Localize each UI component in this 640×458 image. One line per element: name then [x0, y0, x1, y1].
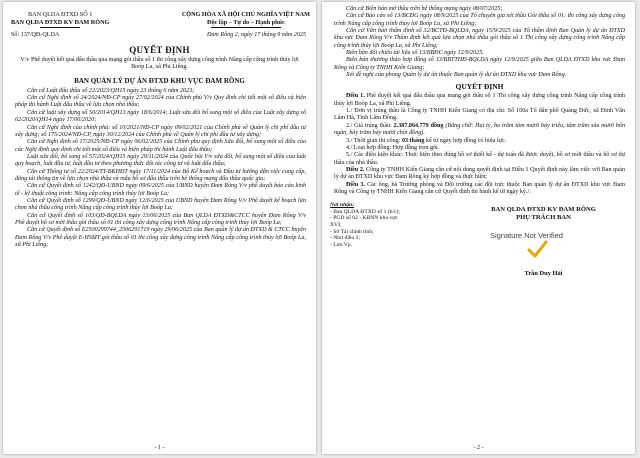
agency-line-1: BAN QLDA ĐTXD SỐ 1 — [28, 11, 93, 18]
item-4: 4./ Loại hợp đồng: Hợp đồng trọn gói. — [346, 144, 440, 151]
doc-title: QUYẾT ĐỊNH — [129, 45, 190, 56]
article-3-text: Các ông, bà Trưởng phòng và Đội trưởng các đội trực thuộc Ban quản lý dự án ĐTXD khu vực Đam Rông và Công ty TNHH Kiến Giang căn cứ Quyết định thi hành kể từ ngày ký./. — [334, 181, 625, 195]
paragraph: Căn cứ Quyết định số E2500299744_2506291719 ngày 29/06/2025 của Ban quản lý dự án ĐTXD & CTCC huyện Đam Rông V/v Phê duyệt E-HSMT gói thầu số 01 thi công xây dựng công trình Nâng cấp công trình thủy lợi Boóp La, xã Phi Liêng; — [15, 227, 306, 248]
paragraph: Luật sửa đổi, bổ sung số 57/2024/QH15 ngày 29/11/2024 của Quốc hội V/v sửa đổi, bổ sung một số điều của luật quy hoạch, luật đầu tư, luật đầu tư theo phương thức đối tác công tư và luật đấu thầu; — [15, 153, 306, 168]
digital-signature — [460, 228, 627, 282]
page-number: - 1 - — [154, 445, 165, 451]
paragraph: Căn cứ Văn bản thẩm định số 32/BCTĐ-BQLDA, ngày 15/9/2025 của Tổ thẩm định Ban Quản lý dự án ĐTXD khu vực Đam Rông V/v Thẩm định kết quả lựa chọn nhà thầu gói thầu số 1 Thi công xây dựng công trình Nâng cấp công trình thủy lợi Boóp La, xã Phi Liêng; — [334, 28, 625, 49]
nation-line-2: Độc lập – Tự do – Hạnh phúc — [207, 18, 285, 26]
item-2-words: (Bằng chữ: Hai tỷ, ba trăm tám mươi bảy triệu, tám trăm sáu mươi bốn ngàn, bảy trăm bảy mươi chín đồng). — [334, 122, 625, 137]
paragraph: Căn cứ Báo cáo số 13/BCĐG ngày 08/9/2025 của Tổ chuyên gia xét thầu Gói thầu số 01: thi công xây dựng công trình Nâng cấp công trình thủy lợi Boóp La, xã Phi Liêng; — [334, 13, 625, 27]
nation-block — [182, 11, 310, 28]
item-3-prefix: 3./ Thời gian thi công: — [346, 137, 401, 144]
recipient: - Như điều 3; — [330, 235, 360, 242]
item-2 — [334, 123, 625, 138]
article-1 — [334, 93, 625, 108]
nation-line-1: CỘNG HÒA XÃ HỘI CHỦ NGHĨA VIỆT NAM — [181, 11, 310, 18]
item-3-suffix: kể từ ngày hợp đồng có hiệu lực. — [426, 137, 507, 144]
item-2-amount: 2.387.864.779 đồng — [393, 122, 444, 129]
signer-org: BAN QLDA ĐTXD KV ĐAM RÔNG — [491, 206, 596, 214]
recipient: - Ban QLDA ĐTXD số 1 (b/c); — [330, 208, 400, 215]
paragraph: Biên bản thương thảo hợp đồng số 13/BBTTHĐ-BQLDA ngày 12/9/2025 giữa Ban QLDA ĐTXD khu vực Đam Rông và Công ty TNHH Kiến Giang; — [334, 57, 625, 71]
place-date: Đam Rông 2, ngày 17 tháng 9 năm 2025 — [206, 32, 306, 39]
paragraph: Căn cứ Quyết định số 1299/QĐ-UBND ngày 12/6/2025 của UBND huyện Đam Rông V/v Phê duyệt kế hoạch lựa chọn nhà thầu công trình Nâng cấp công trình thủy lợi Boóp La; — [15, 197, 306, 212]
paragraph: Căn cứ luật xây dựng số 50/2014/QH13 ngày 18/6/2014; Luật sửa đổi bổ sung một số điều của Luật xây dựng số 62/2020/QH14 ngày 17/06/2020; — [15, 109, 306, 124]
article-1-text: Phê duyệt kết quả đấu thầu qua mạng gói thầu số 1 Thi công xây dựng công trình Nâng cấp công trình thủy lợi Boóp La, xã Phi Liêng. — [334, 93, 626, 107]
article-2 — [334, 167, 625, 182]
page2-body — [322, 2, 635, 196]
paragraph: Căn cứ Thông tư số 22/2024/TT-BKHĐT ngày 17/11/2024 của Bộ Kế hoạch và Đầu tư hướng dẫn việc cung cấp, đăng tải thông tin về lựa chọn nhà thầu và mẫu hồ sơ đấu thầu trên hệ thống mạng đấu thầu quốc gia; — [15, 168, 306, 182]
number-date-row — [3, 28, 316, 38]
paragraph: Xét đề nghị của phòng Quản lý dự án thuộc Ban quản lý dự án ĐTXD khu vực Đam Rông. — [346, 72, 567, 79]
legal-basis-list — [3, 88, 316, 250]
article-3-label: Điều 3. — [346, 181, 365, 188]
paragraph: Căn cứ Nghị định của chính phủ: số 10/2021/NĐ-CP ngày 09/02/2021 của Chính phủ về Quản lý chi phí đầu tư xây dựng; số 175/2024/NĐ-CP, ngày 30/12/2024 của Chính phủ về Quản lý chi phí đầu tư xây dựng; — [15, 124, 306, 138]
item-5: 5./ Các điều kiện khác: Thực hiện theo đúng hồ sơ thiết kế - dự toán đã được duyệt, hồ sơ mời thầu và hồ sơ dự thầu của nhà thầu. — [334, 152, 625, 166]
recipients-block — [330, 202, 460, 282]
divider — [40, 27, 80, 28]
decision-heading: QUYẾT ĐỊNH — [455, 82, 504, 92]
recipient: XVI; — [330, 222, 342, 229]
header — [3, 2, 316, 28]
article-3 — [334, 182, 625, 197]
paragraph: Biên bản đối chiếu tài liệu số 13/BBĐC ngày 12/9/2025. — [346, 50, 484, 57]
paragraph: Căn cứ Luật đấu thầu số 22/2023/QH15 ngày 23 tháng 6 năm 2023; — [27, 87, 195, 94]
recipient: - PGD số 02 - KBNN khu vực — [330, 215, 398, 222]
article-2-label: Điều 2. — [346, 166, 365, 173]
paragraph: Căn cứ Nghị định số 17/2025/NĐ-CP ngày 06/02/2025 của Chính phủ quy định Sửa đổi, bổ sung một số điều của các Nghị định quy định chi tiết một số điều và biện pháp thi hành Luật đấu thầu; — [15, 139, 306, 153]
document-page-1 — [3, 2, 316, 454]
footer — [322, 196, 635, 282]
doc-subject: V/v Phê duyệt kết quả đấu thầu qua mạng gói thầu số 1 thi công xây dựng công trình Nâng cấp công trình thủy lợi Boóp La, xã Phi Liêng. — [20, 57, 299, 71]
item-1: 1./ Đơn vị trúng thầu là Công ty TNHH Kiến Giang có địa chỉ: Số 100a Tổ dân phố Quảng Đức, xã Đinh Văn Lâm Hà, Tỉnh Lâm Đồng. — [334, 108, 625, 122]
paragraph: Căn cứ Nghị định số 24/2024/NĐ-CP ngày 27/02/2024 của Chính phủ V/v Quy định chi tiết một số điều và biện pháp thi hành Luật đấu thầu về lựa chọn nhà thầu; — [15, 95, 306, 109]
signer-title: PHỤ TRÁCH BAN — [516, 214, 571, 222]
divider — [211, 27, 281, 28]
page-number: - 2 - — [473, 445, 484, 451]
item-2-prefix: 2./ Giá trúng thầu: — [346, 122, 392, 129]
paragraph: Căn cứ Biên bản mở thầu trên hệ thống mạng ngày 08/07/2025; — [346, 6, 503, 12]
article-2-text: Công ty TNHH Kiến Giang căn cứ nội dung quyết định tại Điều 1 Quyết định này làm việc với Ban quản lý dự án ĐTXD khu vực Đam Rông ký hợp đồng và thực hiện; — [334, 166, 626, 181]
article-1-label: Điều 1. — [346, 93, 365, 100]
item-3-value: 03 tháng — [401, 137, 425, 144]
recipient: - Lưu Vp. — [330, 241, 353, 248]
doc-number: Số: 137/QĐ-QLDA — [11, 32, 60, 39]
recipients-title: Nơi nhận: — [330, 202, 354, 209]
agency-line-2: BAN QLDA ĐTXD KV ĐAM RÔNG — [11, 18, 110, 26]
agency-block — [11, 11, 109, 28]
signer-name: Trần Duy Hải — [524, 270, 563, 278]
signature-block — [460, 202, 627, 282]
signature-label: Signature Not Verified — [490, 231, 563, 241]
document-page-2 — [322, 2, 635, 454]
paragraph: Căn cứ Quyết định số 1242/QĐ-UBND ngày 09/6/2025 của UBND huyện Đam Rông V/v phê duyệt báo cáo kinh tế - kỹ thuật công trình: Nâng cấp công trình thủy lợi Boóp La; — [15, 183, 306, 197]
checkmark-icon — [526, 240, 548, 260]
recipient: - Sở Tài chính tỉnh; — [330, 228, 374, 235]
item-3 — [334, 138, 625, 145]
board-title: BAN QUẢN LÝ DỰ ÁN ĐTXD KHU VỰC ĐAM RÔNG — [74, 76, 245, 85]
paragraph: Căn cứ Quyết định số 103/QĐ-BQLDA ngày 13/06/2025 của Ban QLDA ĐTXD&CTCC huyện Đam Rông V/v Phê duyệt hồ sơ mời thầu gói thầu số 01 thi công xây dựng công trình Nâng cấp công trình thủy lợi Boóp La; — [15, 212, 306, 226]
